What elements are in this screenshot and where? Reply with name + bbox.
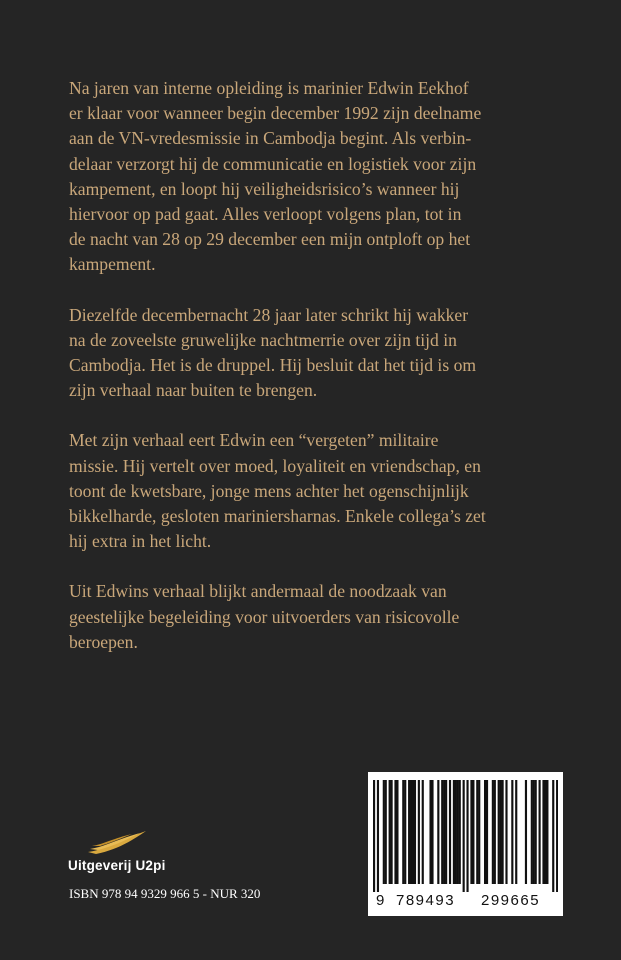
barcode-bar xyxy=(463,780,465,892)
barcode-bar xyxy=(539,780,541,884)
barcode-bar xyxy=(429,780,431,884)
barcode-bar xyxy=(535,780,537,884)
blurb-paragraph-2: Diezelfde decembernacht 28 jaar later schrikt hij wakker na de zoveelste gruwelijke nachtmerrie over zijn tijd in Cambodja. Het is de druppel. Hij besluit dat het tijd is om zijn verhaal naar buiten te brengen. xyxy=(69,304,477,401)
publisher-name: Uitgeverij U2pi xyxy=(68,858,166,873)
barcode-bar xyxy=(385,780,387,884)
blurb-paragraph-1: Na jaren van interne opleiding is marinier Edwin Eekhof er klaar voor wanneer begin december 1992 zijn deelname aan de VN-vredesmissie in Cambodja begint. Als verbin- delaar verzorgt hij de communicatie en logistiek voor zijn kampement, en loopt hij veiligheidsrisico’s wanneer hij hiervoor op pad gaat. Alles verloopt volgens plan, tot in de nacht van 28 op 29 december een mijn ontploft op het kampement. xyxy=(69,78,482,275)
barcode-bar xyxy=(437,780,439,884)
barcode-bar xyxy=(498,780,500,884)
barcode-bar xyxy=(494,780,496,884)
golden-wings-icon xyxy=(86,830,148,856)
isbn-nur-line: ISBN 978 94 9329 966 5 - NUR 320 xyxy=(69,886,261,901)
barcode-bar xyxy=(414,780,416,884)
barcode-bar xyxy=(389,780,391,884)
barcode-bar xyxy=(410,780,412,884)
barcode-bar xyxy=(418,780,420,884)
barcode-bar xyxy=(453,780,455,884)
barcode-bar xyxy=(404,780,406,884)
barcode-bar xyxy=(546,780,548,884)
barcode-bar xyxy=(484,780,486,884)
barcode-bar xyxy=(505,780,507,884)
barcode-bar xyxy=(396,780,398,884)
barcode-bar xyxy=(542,780,544,884)
barcode-bar xyxy=(373,780,375,892)
barcode-bar xyxy=(472,780,474,884)
barcode-bar xyxy=(515,780,517,884)
barcode-bar xyxy=(470,780,472,884)
publisher-logo xyxy=(68,830,178,880)
barcode-bar xyxy=(402,780,404,884)
blurb-paragraph-3: Met zijn verhaal eert Edwin een “vergeten” militaire missie. Hij vertelt over moed, loyaliteit en vriendschap, en toont de kwetsbare, jonge mens achter het ogenschijnlijk bikkelharde, gesloten mariniersharnas. Enkele collega’s zet hij extra in het licht. xyxy=(69,430,486,552)
barcode-bar xyxy=(449,780,451,884)
barcode-bar xyxy=(478,780,480,884)
barcode-bar xyxy=(552,780,554,892)
barcode-bar xyxy=(422,780,424,884)
barcode-bars xyxy=(373,780,558,892)
blurb-paragraph-4: Uit Edwins verhaal blijkt andermaal de noodzaak van geestelijke begeleiding voor uitvoerders van risicovolle beroepen. xyxy=(69,581,460,652)
blurb-text xyxy=(69,76,569,680)
barcode-bar xyxy=(502,780,504,884)
barcode-bar xyxy=(445,780,447,884)
barcode-bar xyxy=(455,780,457,884)
barcode-bar xyxy=(486,780,488,884)
barcode-bar xyxy=(391,780,393,884)
barcode-bar xyxy=(525,780,527,884)
barcode-bar xyxy=(511,780,513,884)
barcode-bar xyxy=(441,780,443,884)
barcode-digit-first: 9 xyxy=(376,892,386,909)
barcode-bar xyxy=(377,780,379,892)
barcode-bar xyxy=(531,780,533,884)
barcode-bar xyxy=(459,780,461,884)
barcode-bar xyxy=(431,780,433,884)
barcode-bar xyxy=(556,780,558,892)
barcode-digits-left: 789493 xyxy=(396,892,456,909)
barcode-bar xyxy=(466,780,468,892)
barcode-digits-right: 299665 xyxy=(481,892,541,909)
barcode-bar xyxy=(533,780,535,884)
barcode-bar xyxy=(476,780,478,884)
barcode-bar xyxy=(443,780,445,884)
barcode-bar xyxy=(492,780,494,884)
barcode-bar xyxy=(544,780,546,884)
barcode-bar xyxy=(500,780,502,884)
barcode-bar xyxy=(383,780,385,884)
barcode xyxy=(368,772,563,916)
barcode-bar xyxy=(457,780,459,884)
barcode-bar xyxy=(412,780,414,884)
barcode-bar xyxy=(408,780,410,884)
barcode-bar xyxy=(394,780,396,884)
